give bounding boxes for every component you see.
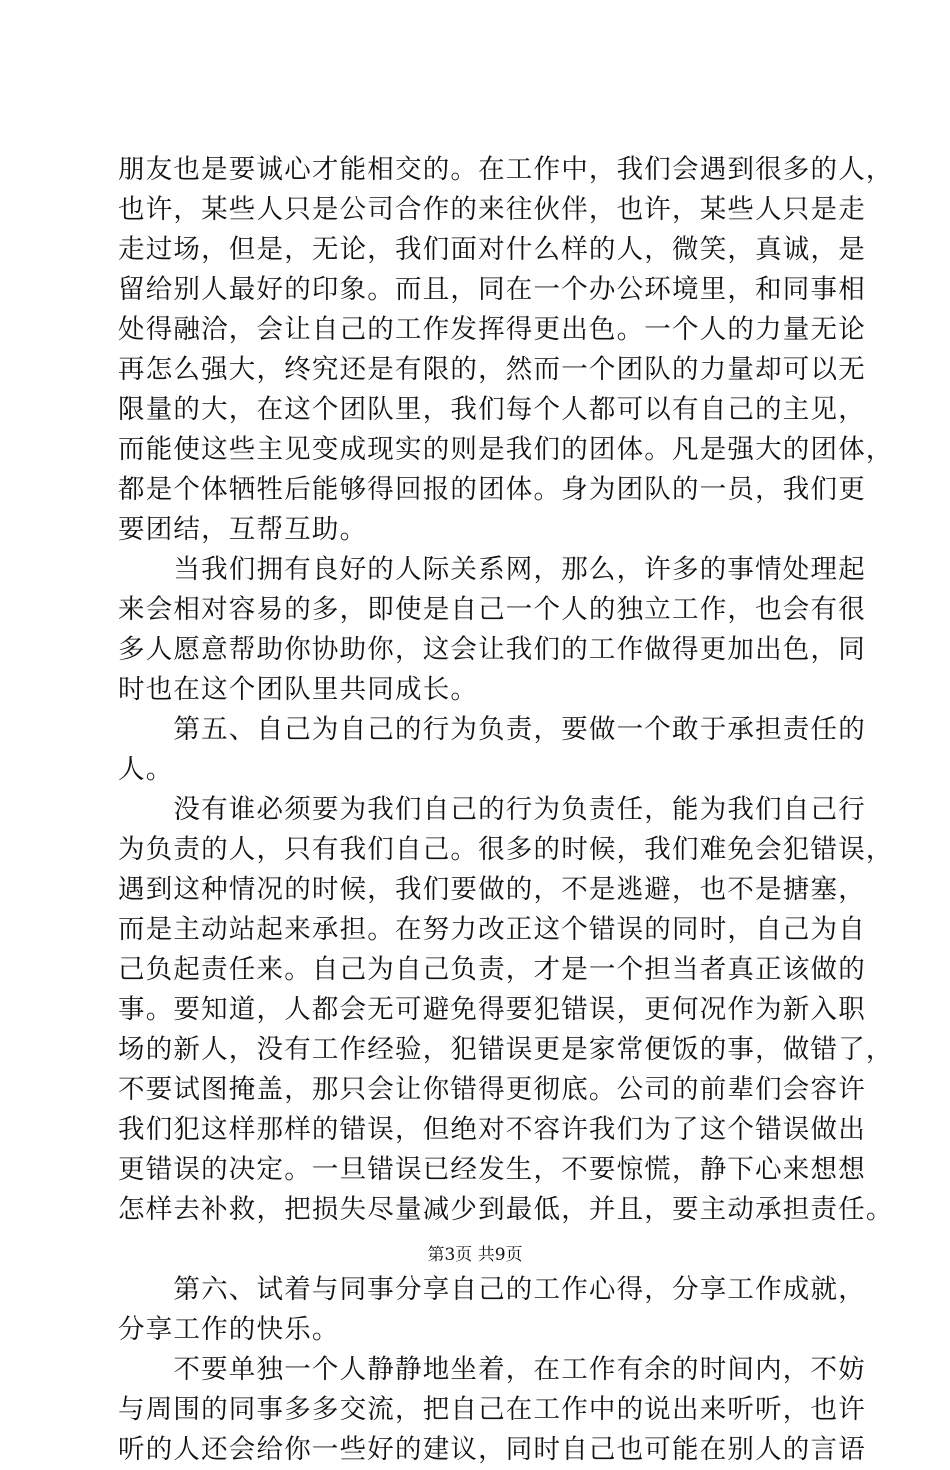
text-line: 处得融洽，会让自己的工作发挥得更出色。一个人的力量无论 (118, 314, 866, 345)
text-line: 而是主动站起来承担。在努力改正这个错误的同时，自己为自 (118, 914, 866, 945)
text-line: 我们犯这样那样的错误，但绝对不容许我们为了这个错误做出 (118, 1114, 866, 1145)
text-line: 都是个体牺牲后能够得回报的团体。身为团队的一员，我们更 (118, 474, 866, 505)
text-line: 场的新人，没有工作经验，犯错误更是家常便饭的事，做错了， (118, 1034, 894, 1065)
text-line: 没有谁必须要为我们自己的行为负责任，能为我们自己行 (118, 794, 866, 825)
text-line: 时也在这个团队里共同成长。 (118, 674, 479, 705)
text-line: 多人愿意帮助你协助你，这会让我们的工作做得更加出色，同 (118, 634, 866, 665)
text-line: 而能使这些主见变成现实的则是我们的团体。凡是强大的团体， (118, 434, 894, 465)
text-block-after-gap (118, 1270, 866, 1470)
text-line: 走过场，但是，无论，我们面对什么样的人，微笑，真诚，是 (118, 234, 866, 265)
text-line: 当我们拥有良好的人际关系网，那么，许多的事情处理起 (118, 554, 866, 585)
text-line: 不要试图掩盖，那只会让你错得更彻底。公司的前辈们会容许 (118, 1074, 866, 1105)
text-line: 要团结，互帮互助。 (118, 514, 368, 545)
text-line: 第六、试着与同事分享自己的工作心得，分享工作成就， (118, 1274, 866, 1305)
text-line: 为负责的人，只有我们自己。很多的时候，我们难免会犯错误， (118, 834, 894, 865)
text-line: 事。要知道，人都会无可避免得要犯错误，更何况作为新入职 (118, 994, 866, 1025)
text-line: 朋友也是要诚心才能相交的。在工作中，我们会遇到很多的人， (118, 154, 894, 185)
text-line: 分享工作的快乐。 (118, 1314, 340, 1345)
text-line: 己负起责任来。自己为自己负责，才是一个担当者真正该做的 (118, 954, 866, 985)
text-line: 第五、自己为自己的行为负责，要做一个敢于承担责任的 (118, 714, 866, 745)
text-line: 更错误的决定。一旦错误已经发生，不要惊慌，静下心来想想 (118, 1154, 866, 1185)
text-line: 听的人还会给你一些好的建议，同时自己也可能在别人的言语 (118, 1434, 866, 1465)
page-footer: 第3页 共9页 (427, 1245, 523, 1265)
text-line: 遇到这种情况的时候，我们要做的，不是逃避，也不是搪塞， (118, 874, 866, 905)
document-body (118, 150, 894, 1470)
text-line: 再怎么强大，终究还是有限的，然而一个团队的力量却可以无 (118, 354, 866, 385)
text-line: 人。 (118, 754, 174, 785)
text-block-main (118, 150, 894, 1230)
text-line: 与周围的同事多多交流，把自己在工作中的说出来听听，也许 (118, 1394, 866, 1425)
text-line: 怎样去补救，把损失尽量减少到最低，并且，要主动承担责任。 (118, 1194, 894, 1225)
text-line: 来会相对容易的多，即使是自己一个人的独立工作，也会有很 (118, 594, 866, 625)
text-line: 不要单独一个人静静地坐着，在工作有余的时间内，不妨 (118, 1354, 866, 1385)
text-line: 也许，某些人只是公司合作的来往伙伴，也许，某些人只是走 (118, 194, 866, 225)
text-line: 限量的大，在这个团队里，我们每个人都可以有自己的主见， (118, 394, 866, 425)
text-line: 留给别人最好的印象。而且，同在一个办公环境里，和同事相 (118, 274, 866, 305)
